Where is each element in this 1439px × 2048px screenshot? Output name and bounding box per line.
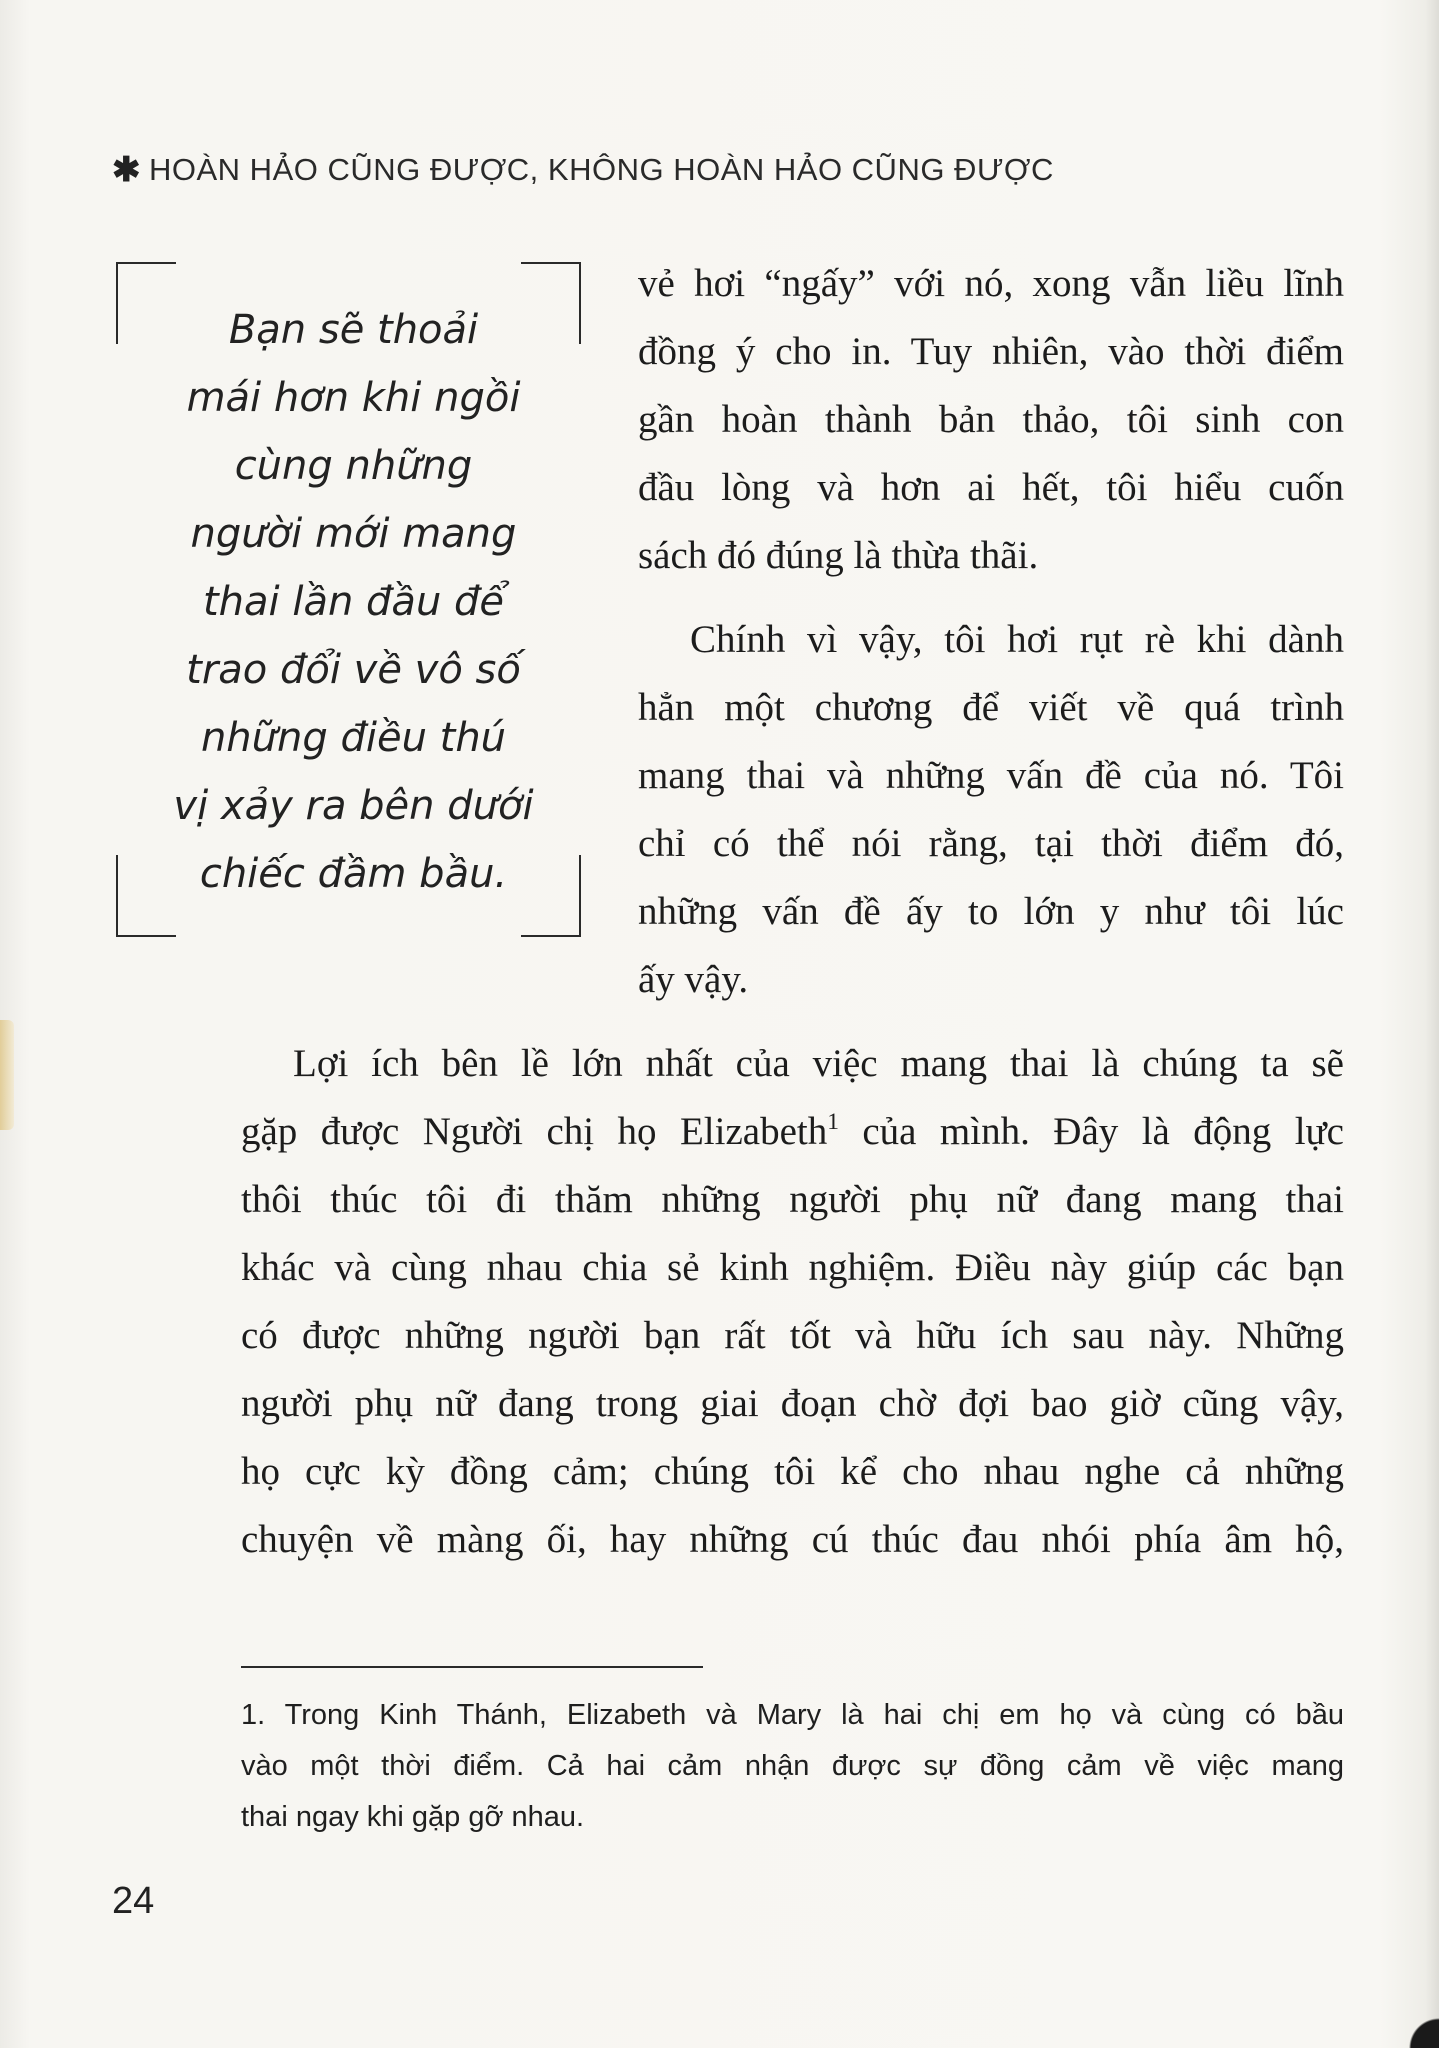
body-line: chuyện về màng ối, hay những cú thúc đau nhói phía âm hộ,: [241, 1518, 1344, 1561]
footnote-line: 1. Trong Kinh Thánh, Elizabeth và Mary là hai chị em họ và cùng có bầu: [241, 1699, 1344, 1731]
body-line: có được những người bạn rất tốt và hữu ích sau này. Những: [241, 1314, 1344, 1357]
pull-quote-line: vị xảy ra bên dưới: [173, 783, 534, 829]
paragraph-continuation: [638, 250, 1344, 590]
body-line: những vấn đề ấy to lớn y như tôi lúc: [638, 890, 1344, 933]
body-line: mang thai và những vấn đề của nó. Tôi: [638, 754, 1344, 797]
running-header-title: HOÀN HẢO CŨNG ĐƯỢC, KHÔNG HOÀN HẢO CŨNG ĐƯỢC: [149, 152, 1054, 187]
body-line: khác và cùng nhau chia sẻ kinh nghiệm. Điều này giúp các bạn: [241, 1246, 1344, 1289]
page-corner-shadow: [1379, 1988, 1439, 2048]
paragraph-chinh-vi-vay: [638, 606, 1344, 1014]
body-line: vẻ hơi “ngấy” với nó, xong vẫn liều lĩnh: [638, 262, 1344, 305]
pull-quote-line: chiếc đầm bầu.: [199, 851, 508, 897]
body-line: đồng ý cho in. Tuy nhiên, vào thời điểm: [638, 330, 1344, 373]
body-line: hẳn một chương để viết về quá trình: [638, 686, 1344, 729]
body-line: thôi thúc tôi đi thăm những người phụ nữ đang mang thai: [241, 1178, 1344, 1221]
body-line: người phụ nữ đang trong giai đoạn chờ đợi bao giờ cũng vậy,: [241, 1382, 1344, 1425]
body-line-text: gặp được Người chị họ Elizabeth: [241, 1110, 828, 1153]
pull-quote: [116, 262, 581, 937]
body-line: gần hoàn thành bản thảo, tôi sinh con: [638, 398, 1344, 441]
pull-quote-line: thai lần đầu để: [202, 579, 505, 625]
footnote: [241, 1690, 1344, 1843]
footnote-reference: 1: [827, 1108, 839, 1135]
footnote-line: vào một thời điểm. Cả hai cảm nhận được sự đồng cảm về việc mang: [241, 1750, 1344, 1782]
body-column-right: [638, 250, 1344, 1014]
paragraph-loi-ich: [241, 1030, 1344, 1574]
body-line: họ cực kỳ đồng cảm; chúng tôi kể cho nhau nghe cả những: [241, 1450, 1344, 1493]
body-line: chỉ có thể nói rằng, tại thời điểm đó,: [638, 822, 1344, 865]
body-line: đầu lòng và hơn ai hết, tôi hiểu cuốn: [638, 466, 1344, 509]
pull-quote-line: mái hơn khi ngồi: [186, 375, 521, 421]
footnote-line: thai ngay khi gặp gỡ nhau.: [241, 1801, 585, 1833]
body-line: Chính vì vậy, tôi hơi rụt rè khi dành: [690, 618, 1344, 661]
pull-quote-line: Bạn sẽ thoải: [228, 307, 479, 353]
body-line: [241, 1098, 1344, 1166]
pull-quote-line: những điều thú: [200, 715, 507, 761]
running-header: [112, 150, 1054, 190]
pull-quote-text: [136, 296, 571, 908]
body-line: Lợi ích bên lề lớn nhất của việc mang thai là chúng ta sẽ: [293, 1042, 1344, 1085]
body-line: ấy vậy.: [638, 958, 749, 1001]
footnote-divider: [241, 1666, 703, 1668]
pull-quote-line: trao đổi về vô số: [186, 647, 521, 693]
body-line: sách đó đúng là thừa thãi.: [638, 534, 1039, 577]
body-line-text: của mình. Đây là động lực: [838, 1110, 1344, 1153]
pull-quote-line: người mới mang: [190, 511, 517, 557]
page-edge-shadow: [1425, 0, 1439, 2048]
page-number: 24: [112, 1880, 155, 1922]
pull-quote-line: cùng những: [234, 443, 473, 489]
asterisk-icon: ✱: [112, 151, 141, 189]
page-edge-tab: [0, 1020, 14, 1130]
